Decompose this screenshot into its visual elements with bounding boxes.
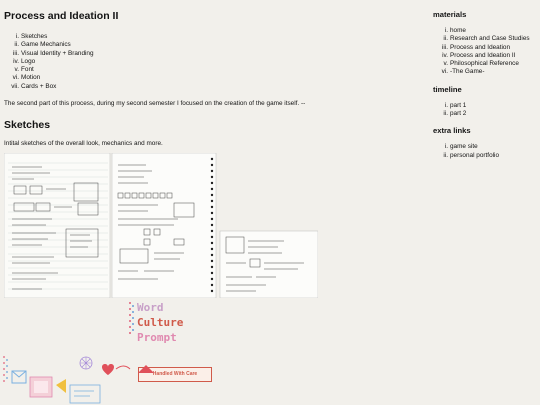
section-font[interactable]: Font [21, 66, 34, 74]
nav-link-part-1[interactable]: part 1 [450, 101, 467, 109]
timeline-list [433, 102, 538, 119]
stamps-graphic [0, 355, 200, 405]
list-item: i. game site [444, 143, 478, 151]
section-sketches[interactable]: Sketches [21, 33, 48, 40]
nav-link-home[interactable]: home [450, 27, 466, 34]
list-item: vii. Cards + Box [11, 82, 57, 90]
extra-links-list [433, 143, 538, 160]
nav-link-part-2[interactable]: part 2 [450, 110, 467, 118]
logo-prompt: Prompt [137, 331, 177, 344]
section-list [4, 33, 404, 91]
logo-word: Word [137, 301, 164, 314]
page-title: Process and Ideation II [4, 10, 119, 22]
section-cards-box[interactable]: Cards + Box [21, 82, 57, 90]
sketch-pages-illustration [4, 153, 318, 298]
list-item: vi. -The Game- [441, 68, 485, 76]
nav-link-game-site[interactable]: game site [450, 143, 478, 151]
banner-text: Handled With Care [152, 371, 198, 377]
list-item: ii. Research and Case Studies [443, 35, 530, 43]
list-item: iii. Visual Identity + Branding [12, 49, 94, 57]
nav-link-research[interactable]: Research and Case Studies [450, 35, 530, 43]
nav-link-the-game[interactable]: -The Game- [450, 68, 485, 76]
list-item: iii. Process and Ideation [441, 43, 511, 51]
list-item: v. Philosophical Reference [443, 60, 519, 68]
materials-heading: materials [433, 10, 467, 19]
sketches-image [4, 153, 318, 298]
sketches-description: Intital sketches of the overall look, mechanics and more. [4, 140, 163, 148]
timeline-heading: timeline [433, 84, 462, 94]
list-item: ii. part 2 [443, 110, 467, 118]
section-motion[interactable]: Motion [21, 74, 41, 82]
section-game-mechanics[interactable]: Game Mechanics [21, 41, 71, 49]
stamps-illustration [0, 355, 200, 405]
list-item: vi. Motion [12, 74, 41, 82]
list-item: i. Sketches [15, 33, 48, 40]
section-visual-identity[interactable]: Visual Identity + Branding [21, 49, 94, 57]
extra-links-heading: extra links [433, 126, 471, 136]
materials-list [433, 27, 538, 77]
list-item: iv. Process and Ideation II [442, 51, 516, 59]
main-content [4, 10, 404, 159]
sketches-heading: Sketches [4, 119, 51, 132]
list-item: i. home [444, 27, 466, 34]
nav-link-process-ideation-ii[interactable]: Process and Ideation II [450, 51, 516, 59]
list-item: ii. Game Mechanics [14, 41, 71, 49]
nav-link-personal-portfolio[interactable]: personal portfolio [450, 151, 500, 159]
list-item: i. part 1 [444, 101, 467, 109]
nav-link-philosophical-reference[interactable]: Philosophical Reference [450, 60, 519, 68]
logo-culture: Culture [137, 316, 184, 329]
list-item: v. Font [14, 66, 34, 74]
list-item: ii. personal portfolio [443, 151, 500, 159]
intro-paragraph: The second part of this process, during my second semester I focused on the creation of the game itself. -- [4, 100, 306, 108]
sidebar [433, 10, 538, 168]
nav-link-process-ideation[interactable]: Process and Ideation [450, 43, 511, 51]
section-logo[interactable]: Logo [21, 57, 36, 65]
list-item: iv. Logo [13, 57, 36, 65]
